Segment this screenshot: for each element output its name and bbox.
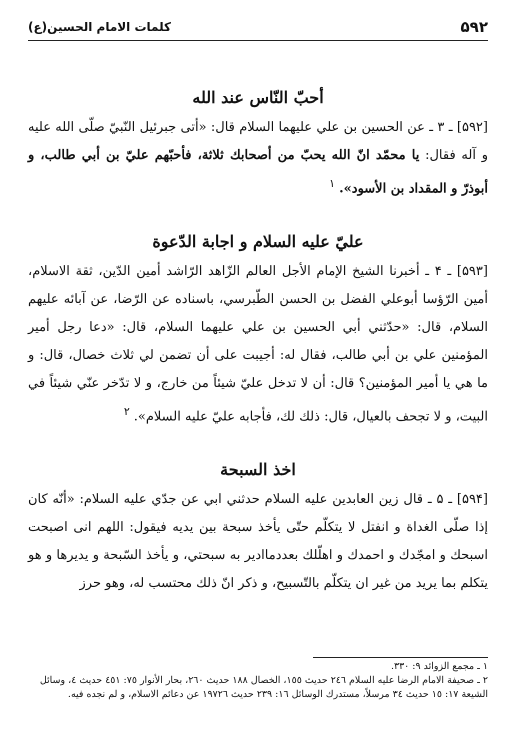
section-title: اخذ السبحة <box>220 460 296 479</box>
hadith-number: [۵۹۲] ـ ۳ ـ <box>429 120 488 135</box>
paragraph-text: أخبرنا الشيخ الإمام الأجل العالم الزّاهد الرّاشد أمين الدّين، ثقة الاسلام، أمين الرّؤسا أبوعلي الفضل بن الحسن الطّبرسي، باسناده عن الرّضا، عن آبائه عليهم السلام، قال: «حدّثني أبي الحسين بن علي عليهما السلام، قال: «دعا رجل أمير المؤمنين علي بن أبي طالب، فقال له: أجيبت على أن تضمن لي ثلاث خصال، قال: و ما هي يا أمير المؤمنين؟ قال: أن لا تدخل عليّ شيئاً من خارج، و لا تدّخر عنّي شيئاً في البيت، و لا تجحف بالعيال، قال: ذلك لك، فأجابه عليّ عليه السلام». <box>28 264 488 425</box>
hadith-paragraph <box>28 486 488 598</box>
hadith-paragraph <box>28 114 488 203</box>
footnote-ref: ١ <box>329 177 335 190</box>
footnote-ref: ٢ <box>123 405 130 418</box>
paragraph-text: عن الحسين بن علي عليهما السلام قال: «أتى جبرئيل النّبيّ صلّى الله عليه و آله فقال: <box>28 120 488 163</box>
hadith-number: [۵۹۳] ـ ۴ ـ <box>425 264 488 279</box>
footnote-rule <box>313 657 488 658</box>
footnote: ١ ـ مجمع الزوائد ٩: ٣٣٠. <box>390 661 488 672</box>
hadith-paragraph <box>28 258 488 431</box>
hadith-number: [۵۹۴] ـ ۵ ـ <box>427 492 488 507</box>
page-number: ۵۹۲ <box>460 18 488 36</box>
section-title: عليّ عليه السلام و اجابة الدّعوة <box>152 232 364 251</box>
section-title: أحبّ النّاس عند الله <box>192 88 324 107</box>
book-title: کلمات الامام الحسین(ع) <box>28 20 171 34</box>
hadith-quote: يا محمّد انّ الله يحبّ من أصحابك ثلاثة، فأحبّهم عليّ بن أبي طالب، و أبوذرّ و المقداد بن الأسود». <box>28 148 488 197</box>
paragraph-text: قال زين العابدين عليه السلام حدثني ابي عن جدّي عليه السلام: «أنّه كان إذا صلّى الغداة و انفتل لا يتكلّم حتّى يأخذ سبحة بين يديه فيقول: اللهم انى اصبحت اسبحك و امجّدك و احمدك و اهلّلك بعددماادير به سبحتي، و يأخذ السّبحة و يديرها و هو يتكلم بما يريد من غير ان يتكلّم بالتّسبيح، و ذكر انّ ذلك محتسب له، وهو حرز <box>28 492 488 591</box>
footnote: ٢ ـ صحيفة الامام الرضا عليه السلام ٢٤٦ حديث ١٥٥، الخصال ١٨٨ حديث ٢٦٠، بحار الأنوار ٧٥: ٤٥١ حديث ٤، وسائل الشيعة ١٧: ١٥ حديث ٣٤ مرسلاً، مستدرك الوسائل ١٦: ٢٣٩ حديث ١٩٧٢٦ عن دعائم الاسلام، و لم نجده فيه. <box>39 675 488 700</box>
header-rule <box>28 40 488 41</box>
running-header <box>28 14 488 40</box>
footnotes <box>28 660 488 702</box>
